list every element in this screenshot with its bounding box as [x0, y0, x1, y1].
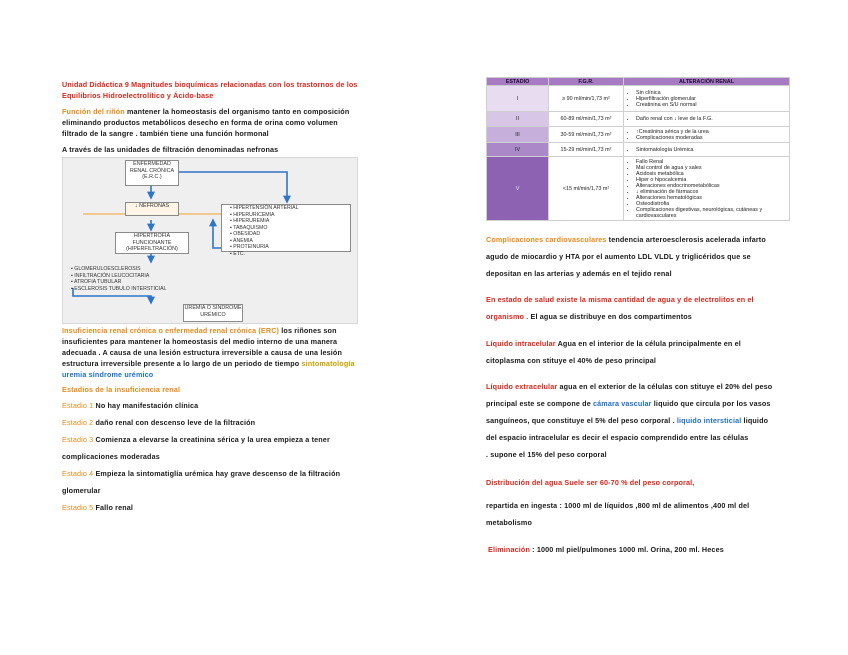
complications-text-3: depositan en las arterias y además en el tejido renal — [486, 269, 672, 278]
ckd-paragraph — [62, 325, 358, 380]
ckd-text: los riñones son insuficientes para mantener la homeostasis del medio interno de una manera adecuada . A causa de una lesión estructura irreversible a causa de una lesión estructura irreversible presente a lo largo de un periodo de tiempo — [62, 326, 343, 368]
extracellular-text-1: agua en el exterior de la células con stituye el 20% del peso — [557, 382, 773, 391]
fgr-cell: 15-29 ml/min/1,73 m² — [549, 143, 624, 157]
nephrons-box: ↓ NEFRONAS — [125, 202, 179, 216]
fgr-cell: ≥ 90 ml/min/1,73 m² — [549, 86, 624, 112]
arrow-top-to-factors — [178, 172, 287, 202]
stages-list — [62, 400, 362, 519]
lesion-item: ▪ ESCLEROSIS TUBULO INTERSTICIAL — [71, 286, 221, 293]
alteration-item: • Daño renal con ↓ leve de la F.G. — [636, 116, 786, 122]
stage-table-body — [487, 86, 790, 221]
intracellular-paragraph — [486, 338, 786, 366]
alteration-cell — [624, 157, 790, 221]
intracellular-label: Líquido intracelular — [486, 339, 556, 348]
stage-label: Estadio 2 — [62, 418, 94, 427]
nephron-paragraph: A través de las unidades de filtración denominadas nefronas — [62, 145, 279, 154]
risk-factor-item: ▪ HIPERUREMIA — [230, 218, 350, 225]
stage-line — [62, 451, 362, 462]
alteration-item: • Mal control de agua y sales — [636, 165, 786, 171]
alteration-item: • Complicaciones digestivas, neurológicas, cutáneas y cardiovasculares — [636, 207, 786, 219]
alteration-item: • Osteodistrofia — [636, 201, 786, 207]
stage-text: Empieza la sintomatiglía urémica hay grave descenso de la filtración — [93, 469, 341, 478]
stages-title: Estadios de la insuficiencia renal — [62, 385, 181, 394]
extracellular-text-4: del espacio intracelular es decir el espacio comprendido entre las células — [486, 433, 749, 442]
stage-line — [62, 400, 362, 411]
stage-cell: II — [487, 112, 549, 127]
alteration-item: • Hiperfiltración glomerular — [636, 96, 786, 102]
extracellular-paragraph — [486, 381, 786, 460]
health-paragraph — [486, 294, 786, 322]
kidney-function-label: Función del riñón — [62, 107, 125, 116]
alteration-cell — [624, 127, 790, 143]
stage-row — [487, 127, 790, 143]
risk-factor-item: ▪ ETC. — [230, 251, 350, 258]
lesion-item: ▪ INFILTRACIÓN LEUCOCITARIA — [71, 273, 221, 280]
vascular-chamber: cámara vascular — [593, 399, 652, 408]
stage-text: glomerular — [62, 486, 101, 495]
alteration-item: • Sin clínica — [636, 90, 786, 96]
extracellular-text-3b: liquido — [741, 416, 769, 425]
stage-text: Fallo renal — [93, 503, 134, 512]
hypertrophy-box: HIPERTROFIA FUNCIONANTE (HIPERFILTRACIÓN) — [115, 232, 189, 254]
stage-cell: III — [487, 127, 549, 143]
page-title: Unidad Didáctica 9 Magnitudes bioquímicas relacionadas con los trastornos de los Equilibrios Hidroelectrolítico y Ácido-base — [62, 80, 358, 100]
stage-cell: I — [487, 86, 549, 112]
ckd-box: ENFERMEDAD RENAL CRÓNICA (E.R.C.) — [125, 160, 179, 186]
intracellular-text-1: Agua en el interior de la célula principalmente en el — [555, 339, 741, 348]
alteration-item: • ↑Creatinina sérica y de la urea — [636, 129, 786, 135]
distribution-text-1: repartida en ingesta : 1000 ml de líquidos ,800 ml de alimentos ,400 ml del — [486, 501, 750, 510]
stage-cell: V — [487, 157, 549, 221]
fgr-cell: 30-59 ml/min/1,73 m² — [549, 127, 624, 143]
stage-line — [62, 417, 362, 428]
alteration-item: • Alteraciones hematológicas — [636, 195, 786, 201]
alteration-item: • Hiper o hipocalcemia — [636, 177, 786, 183]
alteration-item: • Sintomatología Urémica — [636, 147, 786, 153]
interstitial-liquid: liquido intersticial — [676, 416, 742, 425]
stage-line — [62, 434, 362, 445]
stage-label: Estadio 4 — [62, 469, 94, 478]
stage-row — [487, 112, 790, 127]
lesion-item: ▪ GLOMERULOESCLEROSIS — [71, 266, 221, 273]
lesion-item: ▪ ATROFIA TUBULAR — [71, 279, 221, 286]
complications-text-1: tendencia arteroesclerosis acelerada infarto — [606, 235, 766, 244]
th-fgr: F.G.R. — [549, 78, 624, 86]
extracellular-text-5: . supone el 15% del peso corporal — [486, 450, 607, 459]
alteration-cell — [624, 86, 790, 112]
stage-line — [62, 468, 362, 479]
complications-label: Complicaciones cardiovasculares — [486, 235, 607, 244]
health-text: El agua se distribuye en dos compartimentos — [528, 312, 692, 321]
health-label-2: organismo . — [486, 312, 529, 321]
ckd-uremia: uremia síndrome urémico — [62, 370, 154, 379]
stage-line — [62, 485, 362, 496]
ckd-label: Insuficiencia renal crónica o enfermedad renal crónica (ERC) — [62, 326, 280, 335]
complications-paragraph — [486, 234, 786, 279]
lesion-list — [71, 266, 221, 292]
alteration-item: • Complicaciones moderadas — [636, 135, 786, 141]
alteration-item: • Acidosis metabólica — [636, 171, 786, 177]
alteration-item: • ↓ eliminación de fármacos — [636, 189, 786, 195]
alteration-cell — [624, 112, 790, 127]
alteration-item: • Fallo Renal — [636, 159, 786, 165]
risk-factor-item: ▪ ANEMIA — [230, 238, 350, 245]
stage-row — [487, 86, 790, 112]
stage-label: Estadio 1 — [62, 401, 94, 410]
risk-factor-item: ▪ HIPERTENSIÓN ARTERIAL — [230, 205, 350, 212]
risk-factor-item: ▪ TABAQUISMO — [230, 225, 350, 232]
fgr-cell: <15 ml/min/1,73 m² — [549, 157, 624, 221]
stage-row — [487, 157, 790, 221]
extracellular-text-2a: principal este se compone de — [486, 399, 594, 408]
th-alteration: ALTERACIÓN RENAL — [624, 78, 790, 86]
uremia-box: UREMIA O SÍNDROME URÉMICO — [183, 304, 243, 322]
stage-cell: IV — [487, 143, 549, 157]
stage-text: complicaciones moderadas — [62, 452, 160, 461]
ckd-stage-table — [486, 77, 790, 221]
extracellular-text-3a: sanguíneos, que constituye el 5% del peso corporal . — [486, 416, 677, 425]
risk-factors-list — [230, 205, 350, 257]
stage-text: daño renal con descenso leve de la filtración — [93, 418, 256, 427]
stage-text: Comienza a elevarse la creatinina sérica y la urea empieza a tener — [93, 435, 330, 444]
extracellular-label: Líquido extracelular — [486, 382, 558, 391]
stage-text: No hay manifestación clínica — [93, 401, 199, 410]
intracellular-text-2: citoplasma con stituye el 40% de peso principal — [486, 356, 657, 365]
complications-text-2: agudo de miocardio y HTA por el aumento LDL VLDL y triglicéridos que se — [486, 252, 751, 261]
distribution-label: Distribución del agua Suele ser 60-70 % del peso corporal, — [486, 478, 695, 487]
risk-factors-box — [221, 204, 351, 257]
alteration-item: • Alteraciones endocrinometabólicas — [636, 183, 786, 189]
kidney-function-paragraph — [62, 106, 362, 139]
alteration-item: • Creatinina en S/U normal — [636, 102, 786, 108]
extracellular-text-2b: liquido que circula por los vasos — [651, 399, 771, 408]
ckd-symptom: sintomatología — [301, 359, 355, 368]
elimination-text: : 1000 ml piel/pulmones 1000 ml. Orina, 200 ml. Heces — [530, 545, 724, 554]
distribution-text-2: metabolismo — [486, 518, 532, 527]
risk-factor-item: ▪ HIPERURICEMIA — [230, 212, 350, 219]
health-label-1: En estado de salud existe la misma cantidad de agua y de electrolitos en el — [486, 295, 754, 304]
fgr-cell: 60-89 ml/min/1,73 m² — [549, 112, 624, 127]
stage-label: Estadio 3 — [62, 435, 94, 444]
stage-line — [62, 502, 362, 513]
kidney-function-text: mantener la homeostasis del organismo tanto en composición eliminando productos metabólicos desecho en forma de orina como volumen filtrado de la sangre . también tiene una función hormonal — [62, 107, 350, 138]
elimination-paragraph — [488, 544, 788, 555]
elimination-label: Eliminación — [488, 545, 530, 554]
stage-label: Estadio 5 — [62, 503, 94, 512]
alteration-cell — [624, 143, 790, 157]
risk-factor-item: ▪ PROTEINURIA — [230, 244, 350, 251]
risk-factor-item: ▪ OBESIDAD — [230, 231, 350, 238]
ckd-flow-diagram — [62, 157, 358, 324]
distribution-paragraph — [486, 477, 786, 528]
th-stage: ESTADIO — [487, 78, 549, 86]
stage-row — [487, 143, 790, 157]
